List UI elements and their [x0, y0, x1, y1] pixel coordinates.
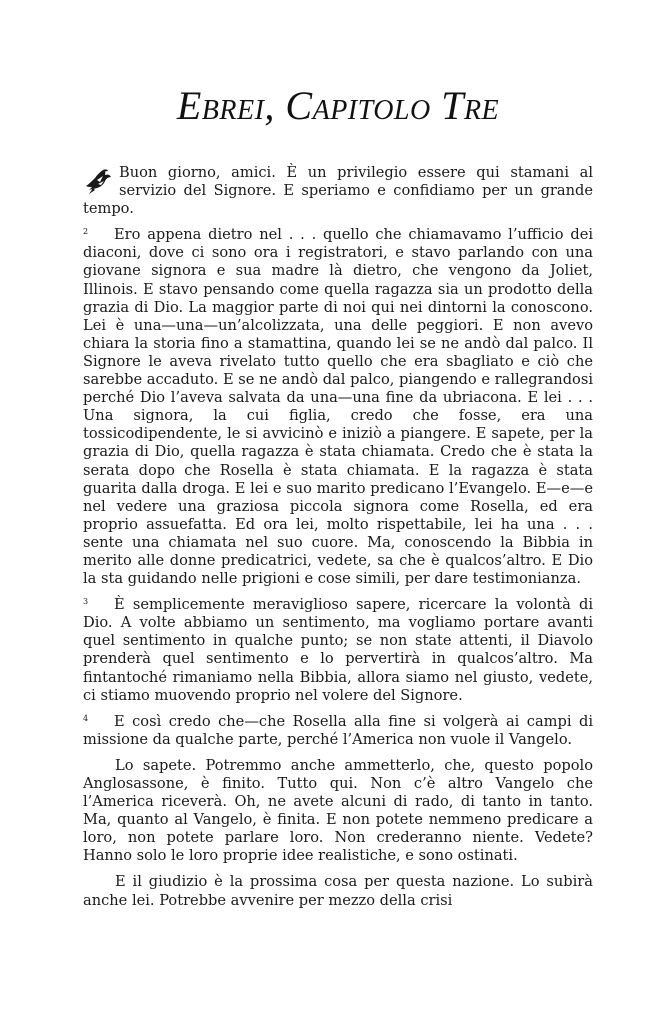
- paragraph-3: [83, 596, 593, 705]
- paragraph-text: E così credo che—che Rosella alla fine si volgerà ai campi di missione da qualche parte, perché l’America non vuole il Vangelo.: [83, 712, 593, 748]
- paragraph-number: 4: [83, 713, 89, 723]
- paragraph-5: [83, 757, 593, 866]
- paragraph-text: Lo sapete. Potremmo anche ammetterlo, che, questo popolo Anglosassone, è finito. Tutto qui. Non c’è altro Vangelo che l’America riceverà. Oh, ne avete alcuni di rado, di tanto in tanto. Ma, quanto al Vangelo, è finita. E non potete nemmeno predicare a loro, non potete parlare loro. Non crederanno niente. Vedete? Hanno solo le loro proprie idee realistiche, e sono ostinati.: [83, 756, 593, 865]
- paragraph-text: Ero appena dietro nel . . . quello che chiamavamo l’ufficio dei diaconi, dove ci sono ora i registratori, e stavo parlando con una giovane signora e sua madre là dietro, che vengono da Joliet, Illinois. E stavo pensando come quella ragazza sia un prodotto della grazia di Dio. La maggior parte di noi qui nei dintorni la conoscono. Lei è una—una—un’alcolizzata, una delle peggiori. E non avevo chiara la storia fino a stamattina, quando lei se ne andò dal palco. Il Signore le aveva rivelato tutto quello che era sbagliato e ciò che sarebbe accaduto. E se ne andò dal palco, piangendo e rallegrandosi perché Dio l’aveva salvata da una—una fine da ubriacona. E lei . . . Una signora, la cui figlia, credo che fosse, era una tossicodipendente, le si avvicinò e iniziò a piangere. E sapete, per la grazia di Dio, quella ragazza è stata chiamata. Credo che è stata la serata dopo che Rosella è stata chiamata. E la ragazza è stata guarita dalla droga. E lei e suo marito predicano l’Evangelo. E—e—e nel vedere una graziosa piccola signora come Rosella, ed era proprio assuefatta. Ed ora lei, molto rispettabile, lei ha una . . . sente una chiamata nel suo cuore. Ma, conoscendo la Bibbia in merito alle donne predicatrici, vedete, sa che è qualcos’altro. E Dio la sta guidando nelle prigioni e cose simili, per dare testimonianza.: [83, 226, 593, 588]
- sermon-body: [83, 164, 593, 910]
- document-page: [83, 0, 593, 918]
- page-title: Ebrei, Capitolo Tre: [176, 83, 500, 128]
- paragraph-number: 2: [83, 227, 89, 237]
- paragraph-number: 3: [83, 597, 89, 607]
- paragraph-4: [83, 713, 593, 749]
- paragraph-text: E il giudizio è la prossima cosa per questa nazione. Lo subirà anche lei. Potrebbe avvenire per mezzo della crisi: [83, 873, 593, 909]
- dove-icon: [83, 166, 113, 196]
- paragraph-text: Buon giorno, amici. È un privilegio essere qui stamani al servizio del Signore. E speriamo e confidiamo per un grande tempo.: [83, 164, 593, 218]
- paragraph-text: È semplicemente meraviglioso sapere, ricercare la volontà di Dio. A volte abbiamo un sentimento, ma vogliamo portare avanti quel sentimento in qualche punto; se non state attenti, il Diavolo prenderà quel sentimento e lo pervertirà in qualcos’altro. Ma fintantoché rimaniamo nella Bibbia, allora siamo nel giusto, vedete, ci stiamo muovendo proprio nel volere del Signore.: [83, 596, 593, 704]
- paragraph-1: [83, 164, 593, 218]
- paragraph-6: [83, 873, 593, 909]
- paragraph-2: [83, 226, 593, 588]
